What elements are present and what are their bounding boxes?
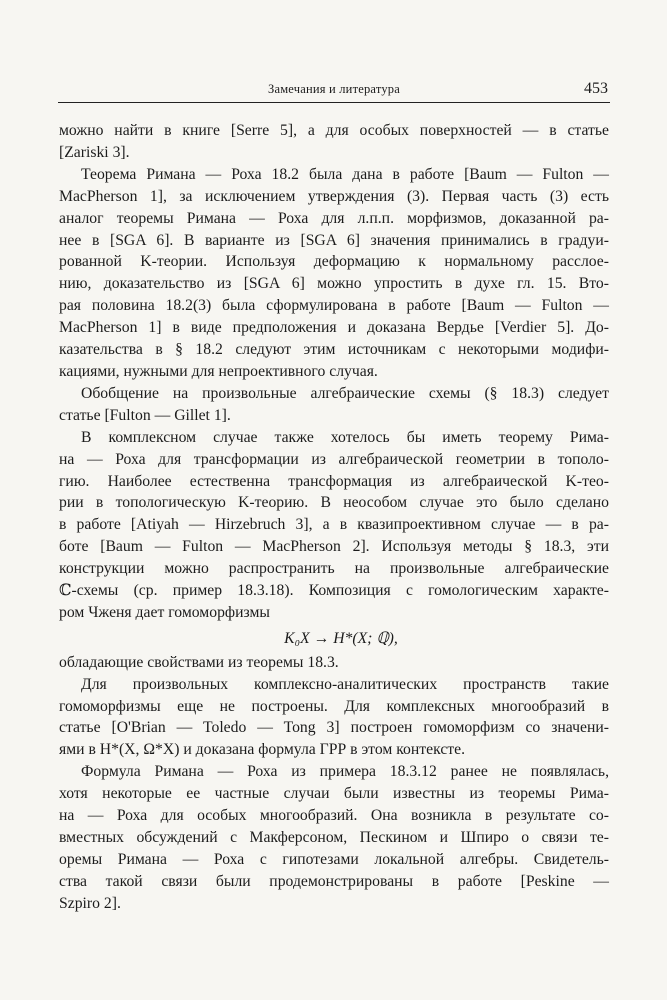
- text-line: ства такой связи были продемонстрированы в работе [Peskine —: [59, 872, 609, 890]
- text-body: [59, 120, 609, 915]
- text-line: гомоморфизмы еще не построены. Для комплексных многообразий в: [59, 697, 609, 715]
- running-header: [58, 80, 610, 102]
- text-line: ями в H*(X, Ω*X) и доказана формула ГРР в этом контексте.: [59, 741, 466, 759]
- text-line: Для произвольных комплексно-аналитических пространств такие: [81, 675, 609, 693]
- text-line: можно найти в книге [Serre 5], а для особых поверхностей — в статье: [59, 122, 609, 139]
- text-line: рая половина 18.2(3) была сформулирована в работе [Baum — Fulton —: [59, 297, 609, 315]
- paragraph: [59, 383, 609, 427]
- paragraph: [59, 164, 609, 383]
- paragraph: [59, 674, 609, 762]
- text-line: рованной K-теории. Используя деформацию к нормальному расслое-: [59, 253, 609, 271]
- text-line: В комплексном случае также хотелось бы иметь теорему Рима-: [81, 428, 609, 446]
- text-line: нее в [SGA 6]. В варианте из [SGA 6] значения принимались в градуи-: [59, 231, 609, 249]
- text-line: обладающие свойствами из теоремы 18.3.: [59, 653, 339, 671]
- text-line: рии в топологическую K-теорию. В неособом случае это было сделано: [59, 494, 609, 512]
- paragraph: [59, 761, 609, 914]
- text-line: вместных обсуждений с Макферсоном, Пескином и Шпиро о связи те-: [59, 829, 609, 846]
- text-line: MacPherson 1], за исключением утверждения (3). Первая часть (3) есть: [59, 187, 609, 205]
- text-line: казательства в § 18.2 следуют этим источникам с некоторыми модифи-: [59, 341, 609, 359]
- text-line: гию. Наиболее естественна трансформация из алгебраической K-тео-: [59, 472, 609, 490]
- text-line: хотя некоторые ее частные случаи были известны из теоремы Рима-: [59, 785, 609, 803]
- text-line: нию, доказательство из [SGA 6] можно упростить в духе гл. 15. Вто-: [59, 275, 609, 293]
- text-line: на — Роха для особых многообразий. Она возникла в результате со-: [59, 807, 609, 825]
- text-line: оремы Римана — Роха с гипотезами локальной алгебры. Свидетель-: [59, 850, 609, 868]
- text-line: Формула Римана — Роха из примера 18.3.12 ранее не появлялась,: [81, 763, 609, 781]
- text-line: аналог теоремы Римана — Роха для л.п.п. морфизмов, доказанной ра-: [59, 209, 609, 227]
- header-rule: [58, 102, 610, 103]
- page-number: 453: [584, 80, 608, 97]
- text-line: на — Роха для трансформации из алгебраической геометрии в тополо-: [59, 450, 609, 468]
- paragraph: [59, 120, 609, 164]
- text-line: статье [O'Brian — Toledo — Tong 3] построен гомоморфизм со значени-: [59, 719, 609, 737]
- running-title: Замечания и литература: [267, 82, 401, 96]
- text-line: [Zariski 3].: [59, 143, 130, 161]
- text-line: статье [Fulton — Gillet 1].: [59, 406, 231, 424]
- text-line: Теорема Римана — Роха 18.2 была дана в работе [Baum — Fulton —: [81, 165, 609, 183]
- text-line: ром Чженя дает гомоморфизмы: [59, 603, 270, 621]
- text-line: конструкции можно распространить на произвольные алгебраические: [59, 560, 609, 578]
- text-line: Szpiro 2].: [59, 894, 121, 912]
- text-line: Обобщение на произвольные алгебраические схемы (§ 18.3) следует: [81, 384, 609, 402]
- text-line: ℂ-схемы (ср. пример 18.3.18). Композиция с гомологическим характе-: [59, 582, 609, 600]
- text-line: кациями, нужными для непроективного случая.: [59, 362, 378, 380]
- text-line: в работе [Atiyah — Hirzebruch 3], а в квазипроективном случае — в ра-: [59, 516, 609, 534]
- display-formula: K₀X → H*(X; ℚ),: [284, 629, 398, 647]
- text-line: MacPherson 1] в виде предположения и доказана Вердье [Verdier 5]. До-: [59, 319, 609, 337]
- text-line: боте [Baum — Fulton — MacPherson 2]. Используя методы § 18.3, эти: [59, 538, 609, 556]
- paragraph: [59, 427, 609, 674]
